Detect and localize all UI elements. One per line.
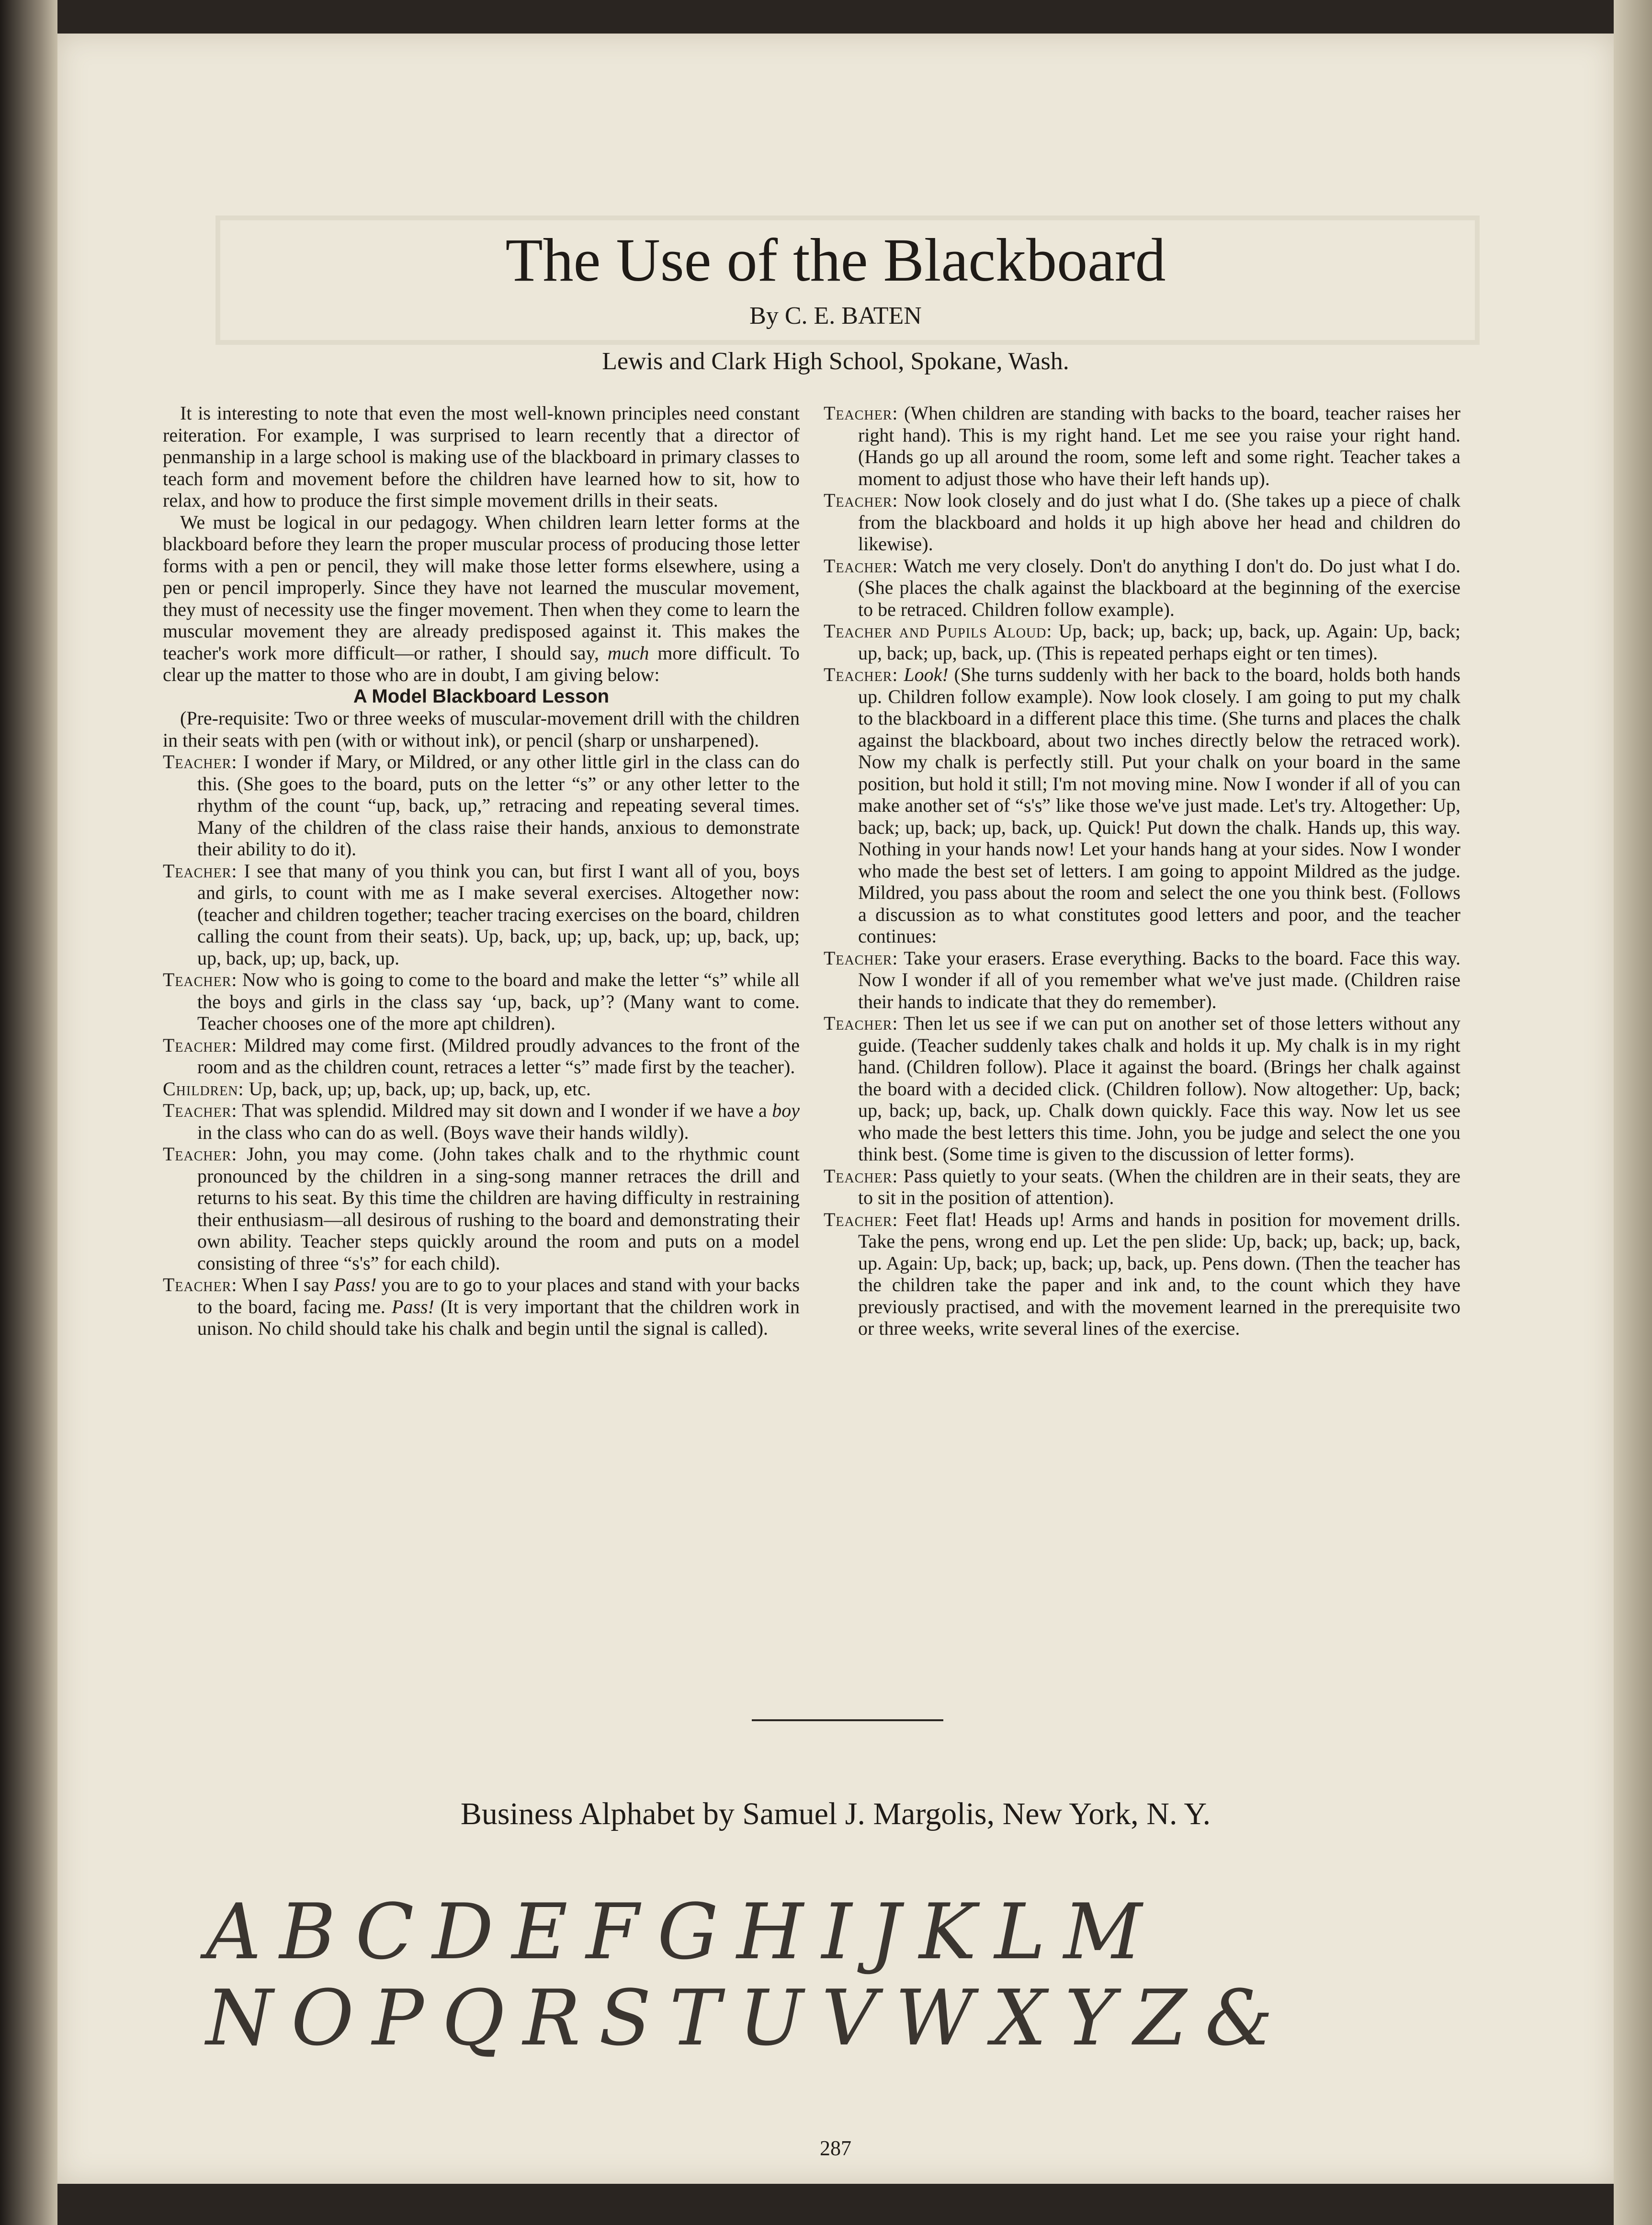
speaker: Teacher: <box>163 1100 238 1121</box>
speaker: Teacher: <box>824 1012 898 1034</box>
alphabet-title: Business Alphabet by Samuel J. Margolis, New York, N. Y. <box>460 1796 1211 1831</box>
emphasis: Pass! <box>334 1274 377 1295</box>
speaker: Teacher: <box>163 969 238 990</box>
paragraph: We must be logical in our pedagogy. When children learn letter forms at the blackboard before they learn the proper muscular process of producing those letter forms with a pen or pencil, they will make those letter forms elsewhere, using a pen or pencil improperly. Since they have not learned the muscular movement, they must of necessity use the finger movement. Then when they come to learn the muscular movement they are already predisposed against it. This makes the teacher's work more difficult—or rather, I should say, much more difficult. To clear up the matter to those who are in doubt, I am giving below: <box>163 511 800 685</box>
dialogue-line: Children: Up, back, up; up, back, up; up, back, up, etc. <box>163 1078 591 1100</box>
speaker: Teacher: <box>163 860 238 882</box>
dialogue-line: Teacher: (When children are standing with backs to the board, teacher raises her right hand). This is my right hand. Let me see you raise your right hand. (Hands go up all around the room, some left and some right. Teacher takes a moment to adjust those who have their left hands up). <box>824 402 1460 489</box>
speaker: Teacher: <box>163 751 238 772</box>
emphasis: Pass! <box>391 1295 434 1317</box>
right-column <box>824 402 1460 1340</box>
dialogue-line: Teacher: I see that many of you think you can, but first I want all of you, boys and girls, to count with me as I make several exercises. Altogether now: (teacher and children together; teacher tracing exercises on the board, children calling the count from their seats). Up, back, up; up, back, up; up, back, up; up, back, up; up, back, up. <box>163 860 800 969</box>
speaker: Teacher: <box>824 489 898 511</box>
dialogue-line: Teacher: Pass quietly to your seats. (When the children are in their seats, they are to sit in the position of attention). <box>824 1165 1461 1208</box>
speaker: Teacher: <box>824 947 898 969</box>
speaker: Teacher: <box>824 555 898 577</box>
dialogue-line: Teacher: That was splendid. Mildred may sit down and I wonder if we have a boy in the class who can do as well. (Boys wave their hands wildly). <box>163 1100 800 1143</box>
dialogue-line: Teacher: Watch me very closely. Don't do anything I don't do. Do just what I do. (She places the chalk against the blackboard at the beginning of the exercise to be retraced. Children follow example). <box>824 555 1460 620</box>
dialogue-line: Teacher: Take your erasers. Erase everything. Backs to the board. Face this way. Now I wonder if all of you remember what we've just made. (Children raise their hands to indicate that they do remember). <box>824 947 1461 1012</box>
article-affiliation: Lewis and Clark High School, Spokane, Wash. <box>602 348 1069 375</box>
speaker: Teacher: <box>163 1143 238 1165</box>
dialogue-line: Teacher: John, you may come. (John takes chalk and to the rhythmic count pronounced by the children in a sing-song manner retraces the drill and returns to his seat. By this time the children are having difficulty in restraining their enthusiasm—all desirous of rushing to the board and demonstrating their own ability. Teacher steps quickly around the room and puts on a model consisting of three “s's” for each child). <box>163 1143 800 1274</box>
speaker: Teacher: <box>824 402 898 424</box>
speaker: Teacher: <box>824 1165 898 1187</box>
emphasis: boy <box>772 1100 800 1121</box>
script-alphabet-row: NOPQRSTUVWXYZ& <box>206 1973 1291 2063</box>
emphasis: much <box>607 642 649 664</box>
emphasis: Look! <box>904 664 949 685</box>
dialogue-line: Teacher: I wonder if Mary, or Mildred, or any other little girl in the class can do this. (She goes to the board, puts on the letter “s” or any other letter to the rhythm of the count “up, back, up,” retracing and repeating several times. Many of the children of the class raise their hands, anxious to demonstrate their ability to do it). <box>163 751 800 860</box>
paragraph: (Pre-requisite: Two or three weeks of muscular-movement drill with the children in their seats with pen (with or without ink), or pencil (sharp or unsharpened). <box>163 707 800 751</box>
dialogue-line: Teacher: When I say Pass! you are to go to your places and stand with your backs to the board, facing me. Pass! (It is very important that the children work in unison. No child should take his chalk and begin until the signal is called). <box>163 1274 800 1339</box>
speaker: Teacher and Pupils Aloud: <box>824 620 1052 642</box>
page-number: 287 <box>820 2136 851 2160</box>
dialogue-line: Teacher: Now who is going to come to the board and make the letter “s” while all the boys and girls in the class say ‘up, back, up’? (Many want to come. Teacher chooses one of the more apt children). <box>163 969 800 1034</box>
article-byline: By C. E. BATEN <box>749 302 922 329</box>
dialogue-line: Teacher and Pupils Aloud: Up, back; up, back; up, back, up. Again: Up, back; up, back; up, back, up. (This is repeated perhaps eight or ten times). <box>824 620 1460 664</box>
speaker: Teacher: <box>824 1208 898 1230</box>
lesson-heading: A Model Blackboard Lesson <box>353 685 610 707</box>
page-edge <box>1614 0 1652 2225</box>
magazine-page <box>57 34 1614 2184</box>
paragraph: It is interesting to note that even the most well-known principles need constant reiteration. For example, I was surprised to learn recently that a director of penmanship in a large school is making use of the blackboard in primary classes to teach form and movement before the children have learned how to sit, how to relax, and how to produce the first simple movement drills in their seats. <box>163 402 800 511</box>
speaker: Teacher: <box>824 664 898 685</box>
speaker: Children: <box>163 1078 244 1100</box>
dialogue-line: Teacher: Feet flat! Heads up! Arms and hands in position for movement drills. Take the pens, wrong end up. Let the pen slide: Up, back; up, back; up, back, up. Again: Up, back; up, back; up, back, up. Pens down. (Then the teacher has the children take the paper and ink and, to the count which they have previously practised, and with the movement learned in the prerequisite two or three weeks, write several lines of the exercise. <box>824 1208 1460 1339</box>
book-spine <box>0 0 57 2225</box>
speaker: Teacher: <box>163 1274 238 1295</box>
dialogue-line: Teacher: Look! (She turns suddenly with her back to the board, holds both hands up. Children follow example). Now look closely. I am going to put my chalk to the blackboard in a different place this time. (She turns and places the chalk against the blackboard, about two inches directly below the retraced work). Now my chalk is perfectly still. Put your chalk on your board in the same position, but hold it still; I'm not moving mine. Now I wonder if all of you can make another set of “s's” like those we've just made. Let's try. Altogether: Up, back; up, back; up, back, up. Quick! Put down the chalk. Hands up, this way. Nothing in your hands now! Let your hands hang at your sides. Now I wonder who made the best set of letters. I am going to appoint Mildred as the judge. Mildred, you pass about the room and select the one you think best. (Follows a discussion as to what constitutes good letters and poor, and the teacher continues: <box>824 664 1461 947</box>
dialogue-line: Teacher: Then let us see if we can put on another set of those letters without any guide. (Teacher suddenly takes chalk and holds it up. My chalk is in my right hand. (Children follow). Place it against the board. (Brings her chalk against the board with a decided click. (Children follow). Now altogether: Up, back; up, back; up, back, up. Chalk down quickly. Face this way. Now let us see who made the best letters this time. John, you be judge and select the one you think best. (Some time is given to the discussion of letter forms). <box>824 1012 1460 1165</box>
left-column <box>163 402 800 1340</box>
section-divider <box>752 1719 943 1721</box>
speaker: Teacher: <box>163 1034 238 1056</box>
dialogue-line: Teacher: Now look closely and do just what I do. (She takes up a piece of chalk from the blackboard and holds it up high above her head and children do likewise). <box>824 489 1461 555</box>
script-alphabet-row: ABCDEFGHIJKLM <box>206 1887 1160 1976</box>
article-title: The Use of the Blackboard <box>505 226 1166 294</box>
dialogue-line: Teacher: Mildred may come first. (Mildred proudly advances to the front of the room and as the children count, retraces a letter “s” made first by the teacher). <box>163 1034 800 1078</box>
